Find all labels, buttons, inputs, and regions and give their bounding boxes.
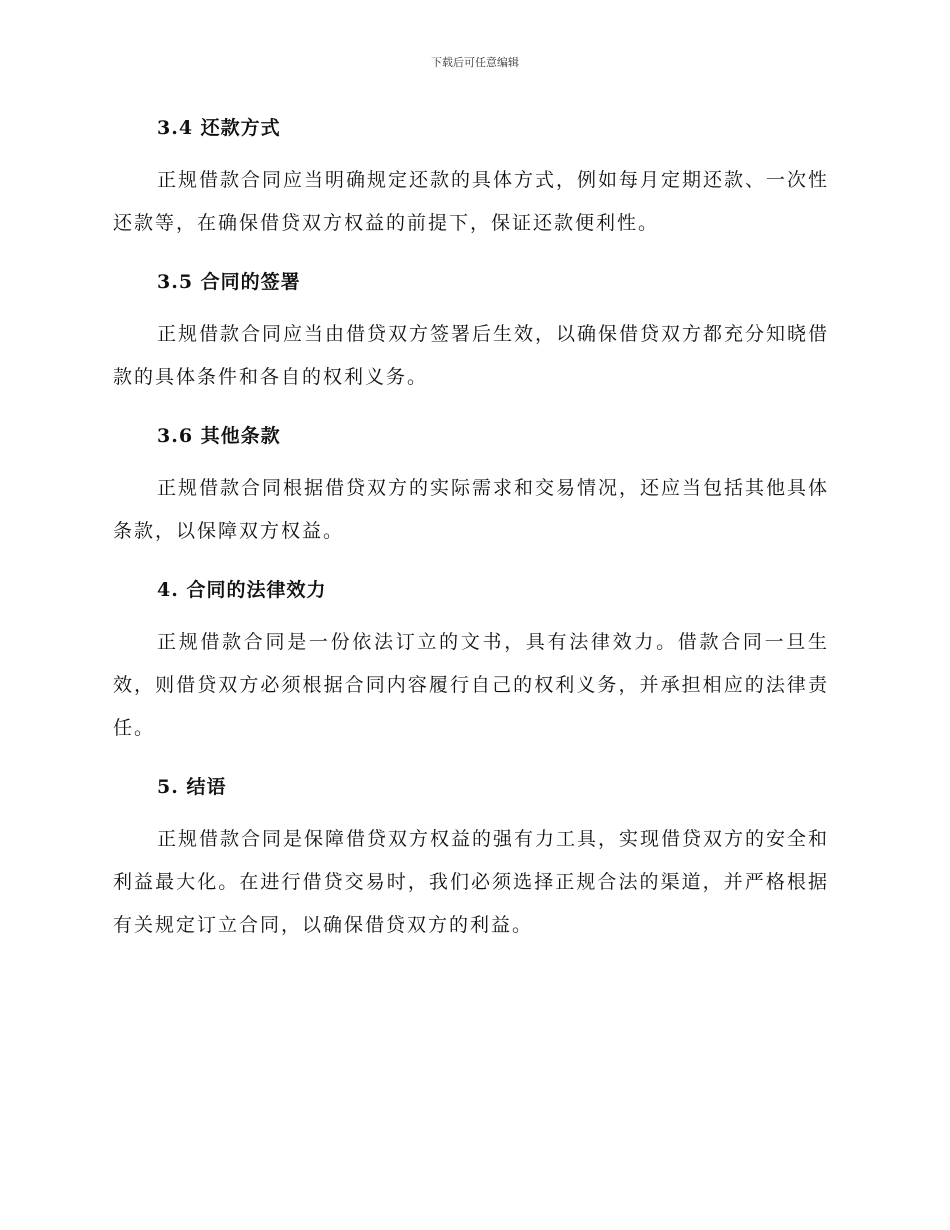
section-repayment-method: [113, 108, 829, 245]
section-contract-signing: [113, 262, 829, 399]
section-paragraph: 正规借款合同根据借贷双方的实际需求和交易情况，还应当包括其他具体条款，以保障双方权益。: [113, 477, 830, 542]
section-other-terms: [113, 416, 829, 553]
section-heading: 3.6 其他条款: [157, 425, 281, 447]
document-body: [113, 108, 829, 964]
page-header: 下载后可任意编辑: [431, 56, 519, 69]
section-paragraph: 正规借款合同是保障借贷双方权益的强有力工具，实现借贷双方的安全和利益最大化。在进行借贷交易时，我们必须选择正规合法的渠道，并严格根据有关规定订立合同，以确保借贷双方的利益。: [113, 828, 830, 936]
section-heading: 4. 合同的法律效力: [157, 579, 327, 601]
section-legal-effect: [113, 570, 829, 750]
section-paragraph: 正规借款合同是一份依法订立的文书，具有法律效力。借款合同一旦生效，则借贷双方必须根据合同内容履行自己的权利义务，并承担相应的法律责任。: [113, 631, 829, 739]
section-paragraph: 正规借款合同应当明确规定还款的具体方式，例如每月定期还款、一次性还款等，在确保借贷双方权益的前提下，保证还款便利性。: [113, 169, 830, 234]
section-heading: 5. 结语: [157, 776, 227, 798]
section-conclusion: [113, 767, 829, 947]
section-heading: 3.5 合同的签署: [157, 271, 301, 293]
section-heading: 3.4 还款方式: [157, 117, 281, 139]
section-paragraph: 正规借款合同应当由借贷双方签署后生效，以确保借贷双方都充分知晓借款的具体条件和各自的权利义务。: [113, 323, 830, 388]
